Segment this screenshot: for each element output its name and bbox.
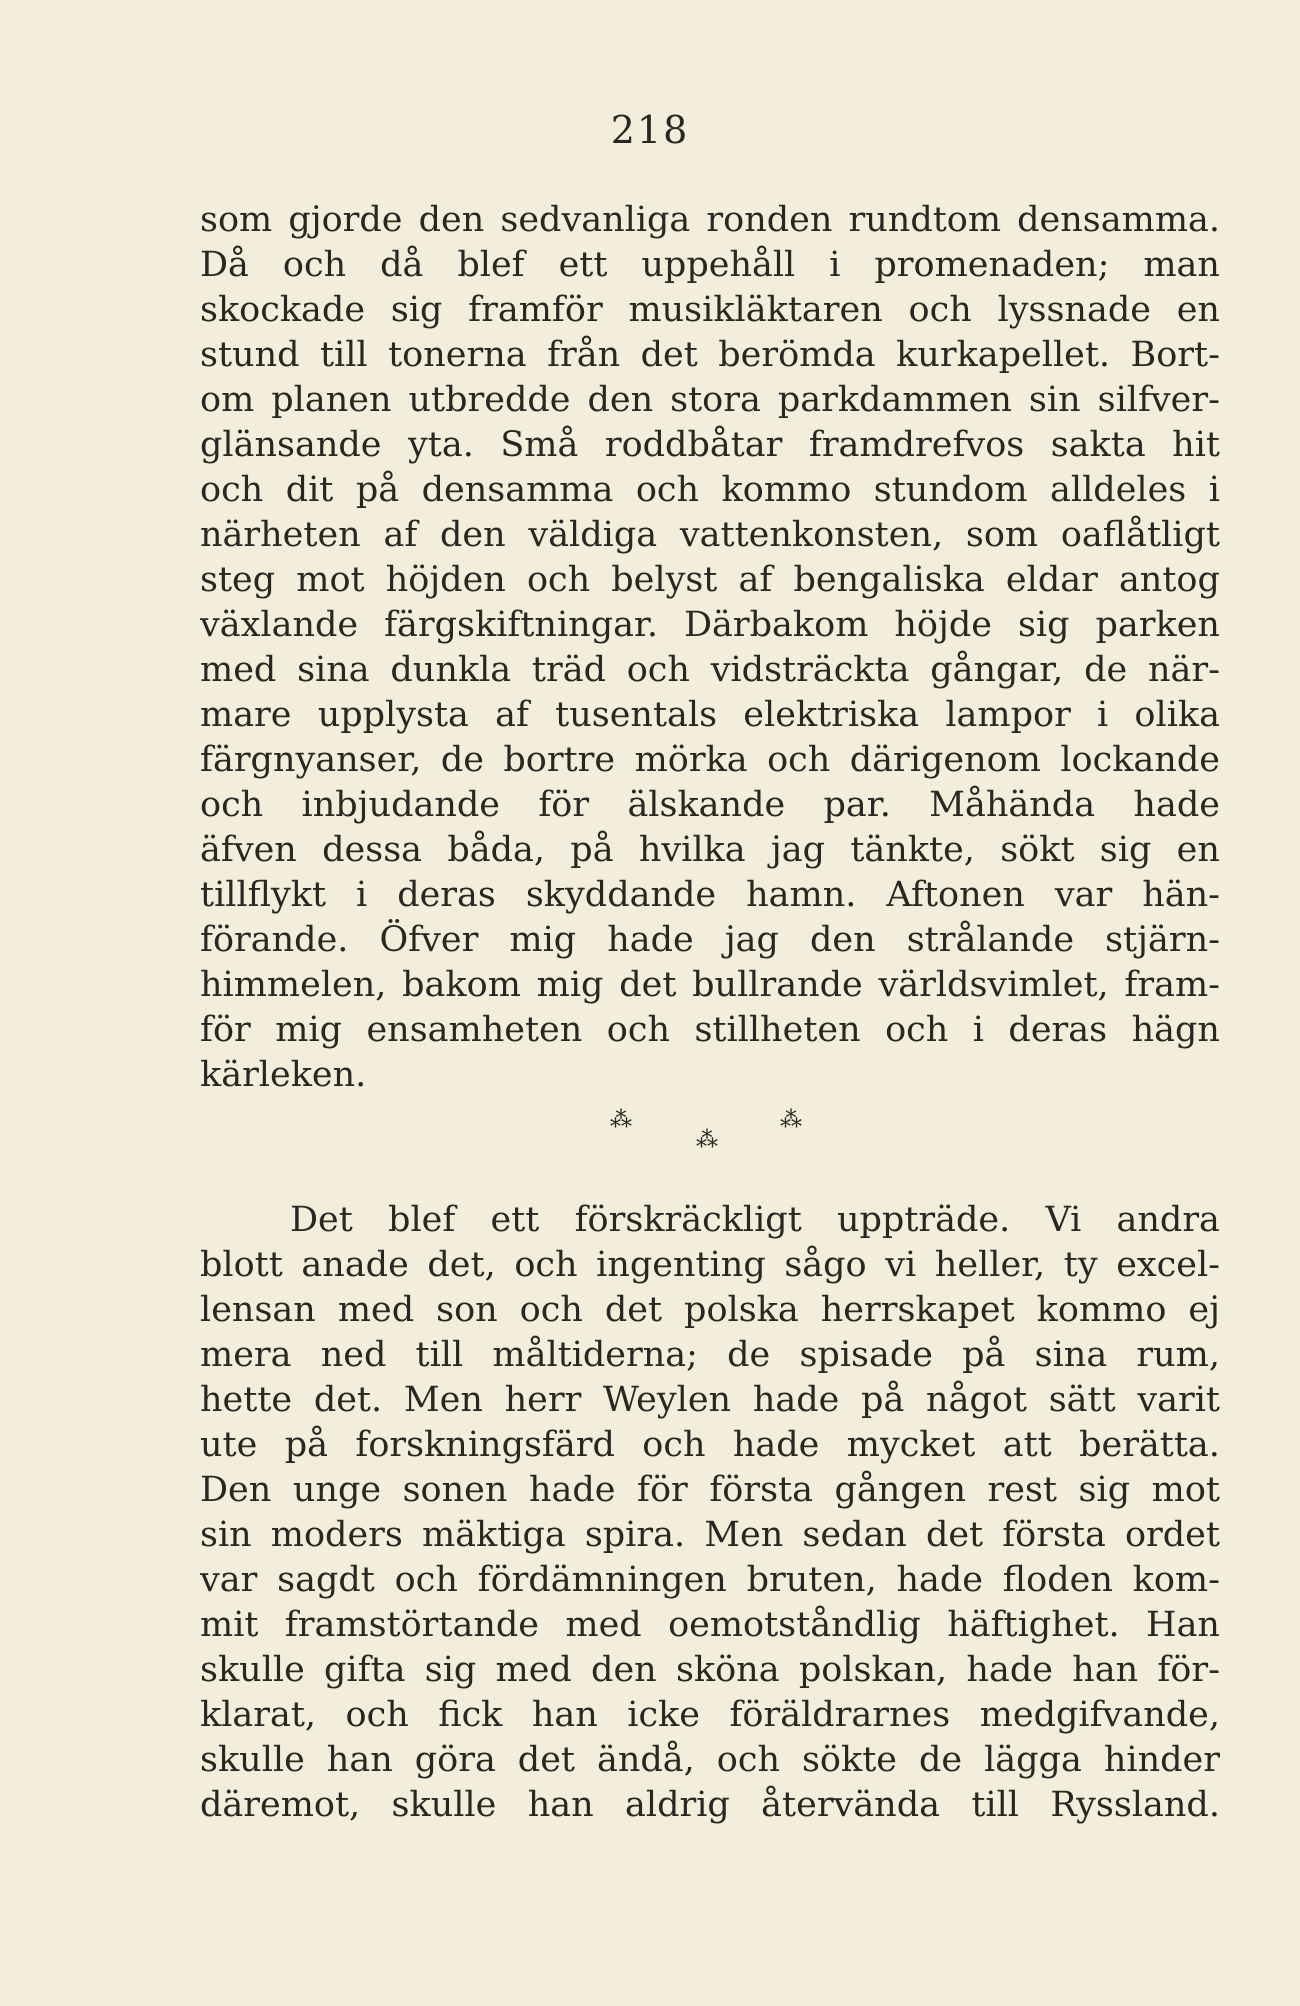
asterisk-icon: ⁂ <box>610 1108 632 1133</box>
text-line: mera ned till måltiderna; de spisade på sina rum, <box>200 1335 1220 1375</box>
page-number: 218 <box>610 108 690 152</box>
text-line: hette det. Men herr Weylen hade på något sätt varit <box>200 1380 1220 1420</box>
text-line: mit framstörtande med oemotståndlig häftighet. Han <box>200 1605 1220 1645</box>
asterisk-icon: ⁂ <box>696 1128 718 1153</box>
text-line: steg mot höjden och belyst af bengaliska eldar antog <box>200 560 1220 600</box>
text-line: skulle han göra det ändå, och sökte de lägga hinder <box>200 1740 1220 1780</box>
text-line: växlande färgskiftningar. Därbakom höjde sig parken <box>200 605 1220 645</box>
text-line: Det blef ett förskräckligt uppträde. Vi andra <box>290 1200 1220 1240</box>
text-line: klarat, och fick han icke föräldrarnes medgifvande, <box>200 1695 1220 1735</box>
section-separator <box>0 1108 1300 1168</box>
text-line: ute på forskningsfärd och hade mycket att berätta. <box>200 1425 1220 1465</box>
text-line: stund till tonerna från det berömda kurkapellet. Bort- <box>200 335 1220 375</box>
text-line: kärleken. <box>200 1055 367 1095</box>
text-line: Då och då blef ett uppehåll i promenaden; man <box>200 245 1220 285</box>
text-line: och dit på densamma och kommo stundom alldeles i <box>200 470 1220 510</box>
text-line: glänsande yta. Små roddbåtar framdrefvos sakta hit <box>200 425 1220 465</box>
text-line: tillflykt i deras skyddande hamn. Aftonen var hän- <box>200 875 1220 915</box>
text-line: Den unge sonen hade för första gången rest sig mot <box>200 1470 1220 1510</box>
text-line: mare upplysta af tusentals elektriska lampor i olika <box>200 695 1220 735</box>
text-line: sin moders mäktiga spira. Men sedan det första ordet <box>200 1515 1220 1555</box>
text-line: med sina dunkla träd och vidsträckta gångar, de när- <box>200 650 1220 690</box>
text-line: för mig ensamheten och stillheten och i deras hägn <box>200 1010 1220 1050</box>
text-line: närheten af den väldiga vattenkonsten, som oaflåtligt <box>200 515 1220 555</box>
text-line: skockade sig framför musikläktaren och lyssnade en <box>200 290 1220 330</box>
text-line: äfven dessa båda, på hvilka jag tänkte, sökt sig en <box>200 830 1220 870</box>
paragraph-2 <box>200 1198 1220 1828</box>
text-line: lensan med son och det polska herrskapet kommo ej <box>200 1290 1220 1330</box>
text-line: blott anade det, och ingenting sågo vi heller, ty excel- <box>200 1245 1220 1285</box>
text-line: däremot, skulle han aldrig återvända till Ryssland. <box>200 1785 1220 1825</box>
paragraph-1 <box>200 198 1220 1098</box>
text-line: förande. Öfver mig hade jag den strålande stjärn- <box>200 920 1220 960</box>
text-line: färgnyanser, de bortre mörka och därigenom lockande <box>200 740 1220 780</box>
text-line: himmelen, bakom mig det bullrande världsvimlet, fram- <box>200 965 1220 1005</box>
asterisk-icon: ⁂ <box>780 1108 802 1133</box>
text-line: och inbjudande för älskande par. Måhända hade <box>200 785 1220 825</box>
text-line: om planen utbredde den stora parkdammen sin silfver- <box>200 380 1220 420</box>
text-line: skulle gifta sig med den sköna polskan, hade han för- <box>200 1650 1220 1690</box>
text-line: var sagdt och fördämningen bruten, hade floden kom- <box>200 1560 1220 1600</box>
text-line: som gjorde den sedvanliga ronden rundtom densamma. <box>200 200 1220 240</box>
